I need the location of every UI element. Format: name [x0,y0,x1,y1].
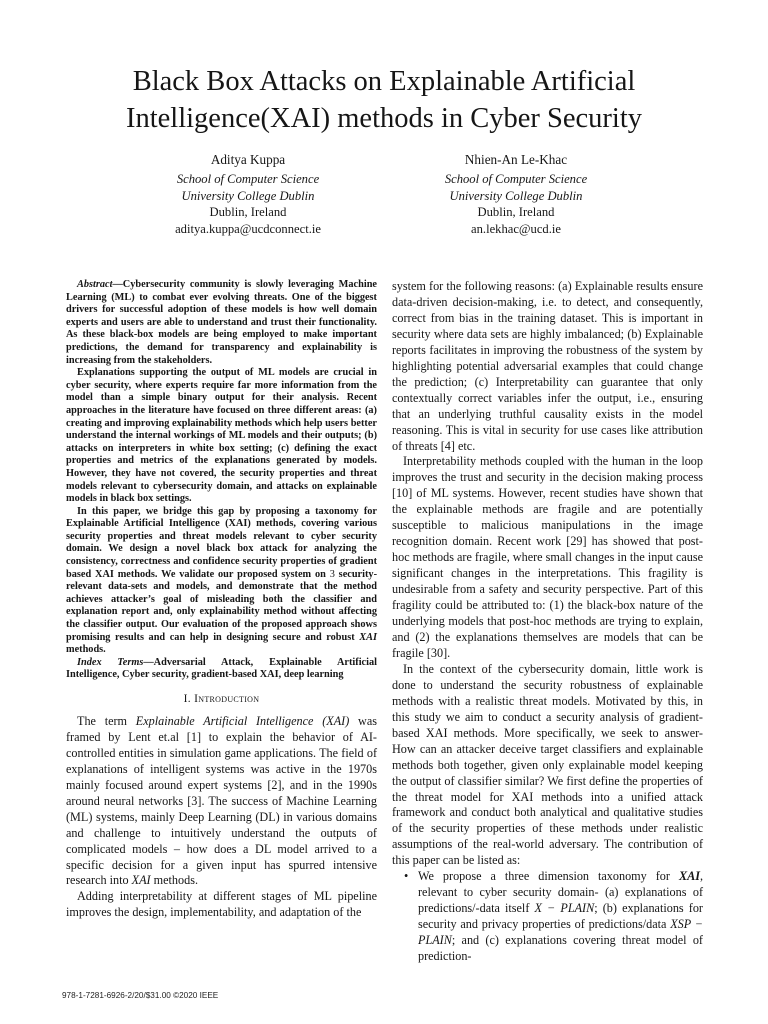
body-text: We propose a three dimension taxonomy for [418,869,679,884]
author-location: Dublin, Ireland [477,205,555,220]
author-university: University College Dublin [449,188,583,203]
intro-paragraph-4: In the context of the cybersecurity domain, little work is done to understand the security robustness of explainable methods with a realistic threat models. Motivated by this, in this study we aim to conduct a security analysis of gradient-based XAI methods. More specifically, we seek to answer- How can an attacker deceive target classifiers and explainable methods both together, given only explainable model keeping the output of classifier similar? We first define the properties of the threat model for XAI methods into a unified attack framework and conduct both analytical and qualitative studies of the security properties of these methods under realistic assumptions of the real-world adversary. The contribution of this paper can be listed as: [392,661,703,868]
author-block-1 [118,152,378,237]
body-text: was framed by Lent et.al [1] to explain the behavior of AI-controlled entities in simulation game applications. The field of explanations of intelligent systems was active in the 1970s mainly focused around expert systems [2], and in the 1990s around neural networks [3]. The success of Machine Learning (ML) systems, mainly Deep Learning (DL) in various domains and challenge to intuitively understand the outputs of complicated models – how does a DL model arrived to a specific decision for a given input has spurred intensive research into [66,713,377,888]
abstract-label: Abstract [77,279,113,290]
intro-paragraph-1 [66,714,377,889]
bullet-icon: • [404,869,409,884]
left-column [66,279,377,921]
abstract [66,279,377,682]
author-email[interactable]: an.lekhac@ucd.ie [471,221,561,236]
index-terms-dash: — [143,656,154,668]
section-heading-introduction: I. Introduction [183,693,260,705]
intro-paragraph-2: Adding interpretability at different stages of ML pipeline improves the design, implementability, and adaptation of the [66,889,377,920]
xai-term: Explainable Artificial Intelligence (XAI) [135,713,350,728]
abstract-dash: — [112,279,123,290]
paper-title [60,63,708,137]
abstract-paragraph-3 [66,506,377,657]
abstract-paragraph-1 [66,279,377,367]
math-term: XSP − PLAIN [418,917,703,948]
abstract-text: methods. [66,644,106,656]
index-terms-label: Index Terms [77,656,144,668]
body-text: ; and (c) explanations covering threat model of prediction- [418,933,703,964]
intro-paragraph-3: Interpretability methods coupled with the human in the loop improves the trust and security in the decision making process [10] of ML systems. However, recent studies have shown that the explainable methods are fragile and are potentially susceptible to malicious manipulations in the image recognition domain. Recent work [29] has showed that post-hoc methods are fragile, where small changes in the input cause significant changes in the interpretations. This fragility is undesirable from a safety and security perspective. Part of this fragility could be attributed to: (1) the black-box nature of the underlying models that post-hoc methods are trying to explain, and (2) the explanations themselves are models that can be fragile [30]. [392,454,704,660]
xai-term: XAI [678,869,700,884]
index-terms [66,657,377,682]
xai-term: XAI [359,631,377,643]
index-terms-text: Adversarial Attack, Explainable Artificial Intelligence, Cyber security, gradient-based XAI, deep learning [66,656,377,681]
abstract-text: In this paper, we bridge this gap by proposing a taxonomy for Explainable Artificial Intelligence (XAI) methods, covering various security properties and threat models relevant to cyber security domain. We design a novel black box attack for analyzing the consistency, correctness and confidence security properties of gradient based XAI methods. We validate our proposed system on [66,505,377,580]
dataset-count: 3 [329,568,335,580]
xai-term: XAI [131,873,151,888]
abstract-paragraph-2: Explanations supporting the output of ML models are crucial in cyber security, where experts require far more information from the model than a simple binary output for their analysis. Recent approaches in the literature have focused on three different areas: (a) creating and improving explainability methods which help users better understand the internal workings of ML models and their outputs; (b) attacks on interpreters in white box setting; (c) defining the exact properties and metrics of the explanations generated by models. However, they have not covered, the security properties and threat models relevant to cybersecurity domain, and attacks on explainable models in black box settings. [66,367,377,505]
body-text: ; (b) explanations for security and privacy properties of predictions/data [418,901,703,932]
title-line-2: Intelligence(XAI) methods in Cyber Security [125,103,643,134]
author-block-2 [386,152,646,237]
author-email[interactable]: aditya.kuppa@ucdconnect.ie [175,221,321,236]
author-name: Nhien-An Le-Khac [464,152,568,167]
title-line-1: Black Box Attacks on Explainable Artificial [132,66,636,97]
intro-paragraph-2-continued: system for the following reasons: (a) Explainable results ensure data-driven decision-making, i.e. to detect, and consequently, correct from bias in the training dataset. This is important in security where data sets are highly imbalanced; (b) Explainable reports facilitates in improving the robustness of the system by highlighting potential adversarial examples that could change the prediction; (c) Interpretability can guarantee that only contextually correct variables infer the output, i.e., ensuring that an underlying truthful causality exists in the model reasoning. This is vital in security for use cases like attribution of threats [4] etc. [392,279,703,453]
body-text: , relevant to cyber security domain- (a) explanations of predictions/-data itself [418,869,703,916]
author-department: School of Computer Science [176,172,320,187]
author-location: Dublin, Ireland [209,205,287,220]
author-department: School of Computer Science [444,172,588,187]
author-name: Aditya Kuppa [210,152,286,167]
author-university: University College Dublin [181,188,315,203]
body-text: The term [77,713,136,728]
right-column [392,279,703,965]
copyright-footer: 978-1-7281-6926-2/20/$31.00 ©2020 IEEE [62,991,219,1000]
abstract-text: Cybersecurity community is slowly leveraging Machine Learning (ML) to combat ever evolving threats. One of the biggest drivers for successful adoption of these models is how well domain experts and users are able to understand and trust their functionality. As these black-box models are being employed to make important predictions, the demand for transparency and explainability is increasing from the stakeholders. [66,279,377,366]
abstract-text: security-relevant data-sets and models, and demonstrate that the method achieves attacker’s goal of misleading both the classifier and explanation report and, only explainability method without affecting the classifier output. Our evaluation of the proposed approach shows promising results and can help in designing secure and robust [66,568,377,643]
contribution-bullet-1 [392,869,703,965]
body-text: methods. [150,873,199,888]
math-term: X − PLAIN [534,901,595,916]
